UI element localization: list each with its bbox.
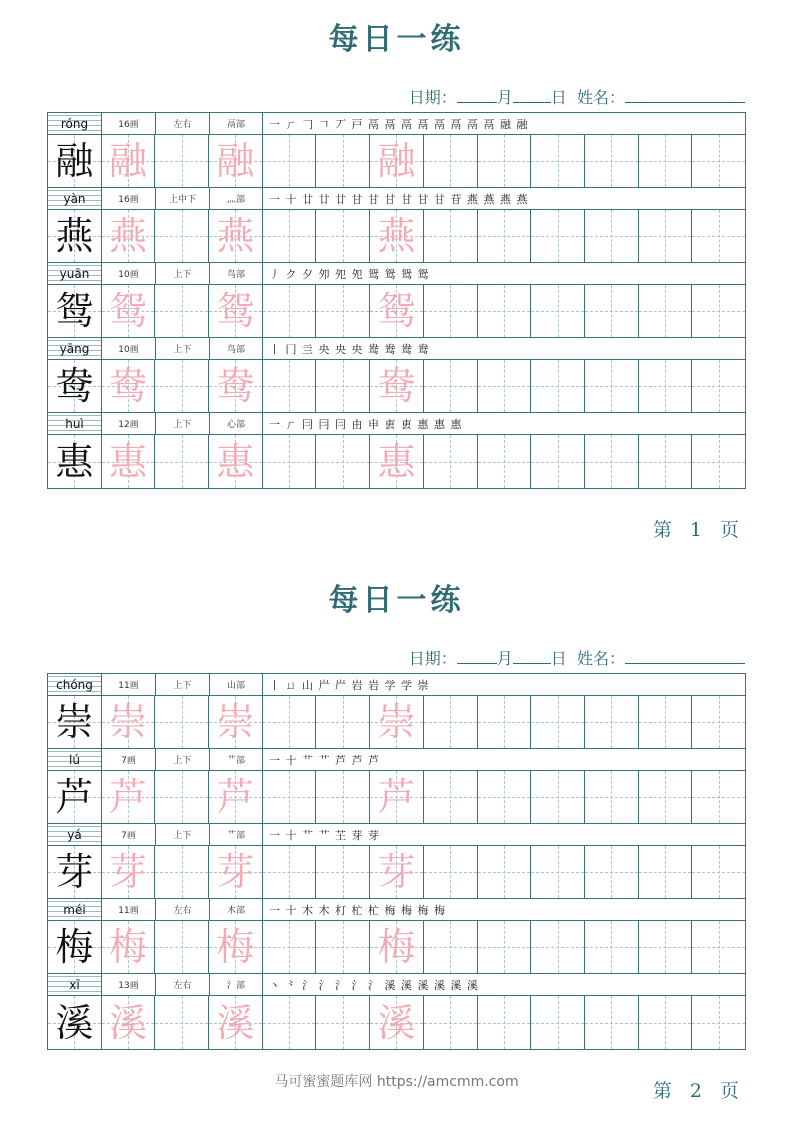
pinyin-label: yuān	[48, 263, 102, 284]
tianzige-box[interactable]	[155, 135, 209, 187]
tianzige-box[interactable]	[316, 210, 370, 262]
tianzige-box[interactable]	[478, 435, 532, 488]
stroke-order: 丿 ク 夕 夘 夗 夗 鸳 鸳 鸳 鸳	[269, 267, 430, 281]
tianzige-box[interactable]	[639, 846, 693, 898]
stroke-order: 一 ㄏ 𠃌 𠃍 丆 戸 鬲 鬲 鬲 鬲 鬲 鬲 鬲 鬲 融 融	[269, 117, 529, 131]
page-title: 每日一练	[328, 583, 465, 618]
tianzige-box[interactable]	[263, 846, 317, 898]
radical-label: 心部	[210, 413, 263, 434]
char-info-row	[48, 899, 745, 921]
model-character: 燕	[55, 214, 94, 258]
tianzige-box[interactable]	[155, 360, 209, 412]
tianzige-box[interactable]	[316, 846, 370, 898]
tianzige-box[interactable]	[155, 696, 209, 748]
trace-character: 燕	[216, 214, 255, 258]
pinyin-label: róng	[48, 113, 102, 134]
tianzige-box[interactable]	[478, 135, 532, 187]
tianzige-box[interactable]	[424, 846, 478, 898]
tianzige-box[interactable]	[531, 435, 585, 488]
tianzige-box[interactable]	[424, 435, 478, 488]
tianzige-box[interactable]	[424, 921, 478, 973]
tianzige-box[interactable]	[209, 771, 263, 823]
tianzige-box[interactable]	[263, 360, 317, 412]
tianzige-box[interactable]	[370, 135, 424, 187]
writing-grid-row	[48, 435, 745, 488]
trace-character: 芽	[377, 850, 416, 894]
tianzige-box[interactable]	[48, 696, 102, 748]
practice-sheet-1	[47, 112, 746, 489]
month-blank[interactable]	[457, 649, 497, 664]
tianzige-box[interactable]	[102, 210, 156, 262]
month-label: 月	[496, 649, 513, 668]
tianzige-box[interactable]	[316, 435, 370, 488]
structure-label: 左右	[156, 899, 210, 920]
tianzige-box[interactable]	[531, 846, 585, 898]
tianzige-box[interactable]	[692, 135, 745, 187]
tianzige-box[interactable]	[209, 996, 263, 1049]
char-info-row	[48, 263, 745, 285]
stroke-count: 16画	[102, 188, 156, 209]
tianzige-box[interactable]	[585, 210, 639, 262]
tianzige-box[interactable]	[639, 285, 693, 337]
char-info-row	[48, 749, 745, 771]
tianzige-box[interactable]	[263, 435, 317, 488]
pinyin-label: chóng	[48, 674, 102, 695]
structure-label: 上下	[156, 749, 210, 770]
name-blank[interactable]	[625, 88, 745, 103]
trace-character: 鸳	[377, 289, 416, 333]
tianzige-box[interactable]	[263, 285, 317, 337]
tianzige-box[interactable]	[424, 135, 478, 187]
tianzige-box[interactable]	[531, 696, 585, 748]
tianzige-box[interactable]	[424, 360, 478, 412]
stroke-count: 7画	[102, 749, 156, 770]
tianzige-box[interactable]	[48, 360, 102, 412]
stroke-count: 13画	[102, 974, 156, 995]
tianzige-box[interactable]	[155, 435, 209, 488]
tianzige-box[interactable]	[424, 696, 478, 748]
date-name-line	[409, 646, 745, 669]
model-character: 芦	[55, 775, 94, 819]
tianzige-box[interactable]	[155, 210, 209, 262]
radical-label: 艹部	[210, 749, 263, 770]
trace-character: 溪	[216, 1000, 255, 1045]
radical-label: 灬部	[210, 188, 263, 209]
tianzige-box[interactable]	[209, 360, 263, 412]
tianzige-box[interactable]	[370, 285, 424, 337]
tianzige-box[interactable]	[478, 996, 532, 1049]
structure-label: 左右	[156, 974, 210, 995]
tianzige-box[interactable]	[370, 921, 424, 973]
tianzige-box[interactable]	[370, 996, 424, 1049]
tianzige-box[interactable]	[48, 285, 102, 337]
tianzige-box[interactable]	[316, 135, 370, 187]
trace-character: 鸯	[377, 364, 416, 408]
tianzige-box[interactable]	[478, 285, 532, 337]
pinyin-label: méi	[48, 899, 102, 920]
tianzige-box[interactable]	[263, 135, 317, 187]
char-info-row	[48, 338, 745, 360]
tianzige-box[interactable]	[263, 696, 317, 748]
structure-label: 上下	[156, 824, 210, 845]
writing-grid-row	[48, 846, 745, 899]
name-label: 姓名：	[576, 88, 625, 107]
radical-label: 木部	[210, 899, 263, 920]
stroke-order: 一 ㄏ 冃 冃 冃 由 申 叀 叀 惠 惠 惠	[269, 417, 463, 431]
char-info-row	[48, 188, 745, 210]
page-title: 每日一练	[328, 22, 465, 57]
char-info-row	[48, 974, 745, 996]
name-blank[interactable]	[625, 649, 745, 664]
tianzige-box[interactable]	[102, 435, 156, 488]
trace-character: 芽	[216, 850, 255, 894]
tianzige-box[interactable]	[639, 360, 693, 412]
tianzige-box[interactable]	[639, 771, 693, 823]
tianzige-box[interactable]	[531, 921, 585, 973]
tianzige-box[interactable]	[316, 696, 370, 748]
tianzige-box[interactable]	[478, 210, 532, 262]
tianzige-box[interactable]	[102, 696, 156, 748]
structure-label: 左右	[156, 113, 210, 134]
name-label: 姓名：	[576, 649, 625, 668]
tianzige-box[interactable]	[585, 996, 639, 1049]
tianzige-box[interactable]	[209, 846, 263, 898]
tianzige-box[interactable]	[531, 210, 585, 262]
tianzige-box[interactable]	[585, 135, 639, 187]
tianzige-box[interactable]	[692, 921, 745, 973]
trace-character: 鸯	[109, 364, 148, 408]
stroke-order: 一 十 艹 艹 芏 芽 芽	[269, 828, 380, 842]
tianzige-box[interactable]	[209, 135, 263, 187]
month-blank[interactable]	[457, 88, 497, 103]
tianzige-box[interactable]	[209, 285, 263, 337]
tianzige-box[interactable]	[102, 135, 156, 187]
day-blank[interactable]	[513, 88, 551, 103]
trace-character: 芦	[216, 775, 255, 819]
tianzige-box[interactable]	[316, 285, 370, 337]
tianzige-box[interactable]	[478, 846, 532, 898]
model-character: 芽	[55, 850, 94, 894]
tianzige-box[interactable]	[639, 210, 693, 262]
tianzige-box[interactable]	[424, 771, 478, 823]
char-info-row	[48, 674, 745, 696]
tianzige-box[interactable]	[370, 771, 424, 823]
model-character: 鸳	[55, 289, 94, 333]
tianzige-box[interactable]	[48, 996, 102, 1049]
trace-character: 鸳	[216, 289, 255, 333]
radical-label: 鬲部	[210, 113, 263, 134]
tianzige-box[interactable]	[102, 996, 156, 1049]
writing-grid-row	[48, 921, 745, 974]
pinyin-label: yá	[48, 824, 102, 845]
trace-character: 惠	[377, 439, 416, 484]
structure-label: 上下	[156, 674, 210, 695]
tianzige-box[interactable]	[263, 210, 317, 262]
date-label: 日期：	[408, 88, 457, 107]
trace-character: 惠	[109, 439, 148, 484]
tianzige-box[interactable]	[263, 921, 317, 973]
trace-character: 梅	[377, 925, 416, 969]
tianzige-box[interactable]	[692, 210, 745, 262]
writing-grid-row	[48, 771, 745, 824]
tianzige-box[interactable]	[478, 360, 532, 412]
tianzige-box[interactable]	[692, 285, 745, 337]
tianzige-box[interactable]	[263, 771, 317, 823]
tianzige-box[interactable]	[531, 360, 585, 412]
stroke-order: 一 十 廿 廿 廿 甘 甘 甘 甘 甘 甘 苷 燕 燕 燕 燕	[269, 192, 529, 206]
structure-label: 上下	[156, 263, 210, 284]
writing-grid-row	[48, 135, 745, 188]
date-label: 日期：	[408, 649, 457, 668]
tianzige-box[interactable]	[639, 696, 693, 748]
radical-label: 鸟部	[210, 263, 263, 284]
tianzige-box[interactable]	[692, 360, 745, 412]
month-label: 月	[496, 88, 513, 107]
tianzige-box[interactable]	[209, 210, 263, 262]
tianzige-box[interactable]	[585, 435, 639, 488]
stroke-count: 16画	[102, 113, 156, 134]
footer-watermark: 马可蜜蜜题库网 https://amcmm.com	[274, 1074, 519, 1090]
tianzige-box[interactable]	[102, 921, 156, 973]
pinyin-label: yāng	[48, 338, 102, 359]
stroke-count: 12画	[102, 413, 156, 434]
pinyin-label: lú	[48, 749, 102, 770]
tianzige-box[interactable]	[531, 285, 585, 337]
tianzige-box[interactable]	[370, 435, 424, 488]
tianzige-box[interactable]	[209, 696, 263, 748]
tianzige-box[interactable]	[692, 996, 745, 1049]
radical-label: 鸟部	[210, 338, 263, 359]
tianzige-box[interactable]	[102, 771, 156, 823]
model-character: 惠	[55, 439, 94, 484]
tianzige-box[interactable]	[48, 771, 102, 823]
tianzige-box[interactable]	[263, 996, 317, 1049]
stroke-count: 11画	[102, 899, 156, 920]
tianzige-box[interactable]	[155, 285, 209, 337]
stroke-order: 丶 ⺀ 氵 氵 氵 氵 氵 溪 溪 溪 溪 溪 溪	[269, 978, 479, 992]
model-character: 梅	[55, 925, 94, 969]
tianzige-box[interactable]	[316, 996, 370, 1049]
tianzige-box[interactable]	[102, 846, 156, 898]
tianzige-box[interactable]	[478, 771, 532, 823]
tianzige-box[interactable]	[692, 846, 745, 898]
tianzige-box[interactable]	[639, 135, 693, 187]
pinyin-label: yàn	[48, 188, 102, 209]
stroke-count: 11画	[102, 674, 156, 695]
date-name-line	[409, 85, 745, 108]
tianzige-box[interactable]	[692, 771, 745, 823]
tianzige-box[interactable]	[585, 285, 639, 337]
tianzige-box[interactable]	[209, 435, 263, 488]
tianzige-box[interactable]	[585, 846, 639, 898]
tianzige-box[interactable]	[478, 921, 532, 973]
tianzige-box[interactable]	[370, 210, 424, 262]
trace-character: 崇	[109, 700, 148, 744]
pinyin-label: xī	[48, 974, 102, 995]
tianzige-box[interactable]	[692, 696, 745, 748]
radical-label: 氵部	[210, 974, 263, 995]
practice-sheet-2	[47, 673, 746, 1050]
trace-character: 梅	[216, 925, 255, 969]
model-character: 融	[55, 139, 94, 183]
trace-character: 芦	[109, 775, 148, 819]
model-character: 崇	[55, 700, 94, 744]
tianzige-box[interactable]	[692, 435, 745, 488]
radical-label: 山部	[210, 674, 263, 695]
tianzige-box[interactable]	[102, 360, 156, 412]
day-blank[interactable]	[513, 649, 551, 664]
writing-grid-row	[48, 996, 745, 1049]
trace-character: 芦	[377, 775, 416, 819]
trace-character: 燕	[377, 214, 416, 258]
char-info-row	[48, 113, 745, 135]
tianzige-box[interactable]	[370, 696, 424, 748]
tianzige-box[interactable]	[531, 771, 585, 823]
day-label: 日	[550, 88, 567, 107]
tianzige-box[interactable]	[48, 921, 102, 973]
tianzige-box[interactable]	[316, 771, 370, 823]
stroke-count: 10画	[102, 338, 156, 359]
writing-grid-row	[48, 210, 745, 263]
tianzige-box[interactable]	[639, 996, 693, 1049]
trace-character: 梅	[109, 925, 148, 969]
structure-label: 上下	[156, 338, 210, 359]
trace-character: 融	[216, 139, 255, 183]
tianzige-box[interactable]	[531, 996, 585, 1049]
tianzige-box[interactable]	[585, 360, 639, 412]
pinyin-label: huì	[48, 413, 102, 434]
tianzige-box[interactable]	[478, 696, 532, 748]
trace-character: 鸳	[109, 289, 148, 333]
char-info-row	[48, 824, 745, 846]
day-label: 日	[550, 649, 567, 668]
tianzige-box[interactable]	[585, 771, 639, 823]
tianzige-box[interactable]	[155, 921, 209, 973]
radical-label: 艹部	[210, 824, 263, 845]
tianzige-box[interactable]	[639, 921, 693, 973]
tianzige-box[interactable]	[585, 921, 639, 973]
tianzige-box[interactable]	[370, 360, 424, 412]
tianzige-box[interactable]	[209, 921, 263, 973]
tianzige-box[interactable]	[424, 210, 478, 262]
tianzige-box[interactable]	[102, 285, 156, 337]
tianzige-box[interactable]	[424, 996, 478, 1049]
tianzige-box[interactable]	[424, 285, 478, 337]
stroke-count: 10画	[102, 263, 156, 284]
tianzige-box[interactable]	[48, 435, 102, 488]
tianzige-box[interactable]	[48, 846, 102, 898]
model-character: 溪	[55, 1000, 94, 1045]
trace-character: 崇	[216, 700, 255, 744]
trace-character: 芽	[109, 850, 148, 894]
char-info-row	[48, 413, 745, 435]
trace-character: 融	[377, 139, 416, 183]
stroke-order: 丨 冂 亖 央 央 央 鸯 鸯 鸯 鸯	[269, 342, 430, 356]
stroke-count: 7画	[102, 824, 156, 845]
writing-grid-row	[48, 360, 745, 413]
tianzige-box[interactable]	[370, 846, 424, 898]
tianzige-box[interactable]	[316, 360, 370, 412]
trace-character: 燕	[109, 214, 148, 258]
page-number: 第 2 页	[652, 1080, 745, 1102]
tianzige-box[interactable]	[48, 135, 102, 187]
tianzige-box[interactable]	[316, 921, 370, 973]
stroke-order: 丨 ㄩ 山 屵 屵 岩 岩 学 学 崇	[269, 678, 430, 692]
trace-character: 惠	[216, 439, 255, 484]
tianzige-box[interactable]	[155, 771, 209, 823]
model-character: 鸯	[55, 364, 94, 408]
tianzige-box[interactable]	[639, 435, 693, 488]
trace-character: 溪	[377, 1000, 416, 1045]
trace-character: 溪	[109, 1000, 148, 1045]
trace-character: 鸯	[216, 364, 255, 408]
trace-character: 融	[109, 139, 148, 183]
structure-label: 上中下	[156, 188, 210, 209]
tianzige-box[interactable]	[531, 135, 585, 187]
trace-character: 崇	[377, 700, 416, 744]
tianzige-box[interactable]	[155, 846, 209, 898]
writing-grid-row	[48, 285, 745, 338]
tianzige-box[interactable]	[48, 210, 102, 262]
tianzige-box[interactable]	[585, 696, 639, 748]
structure-label: 上下	[156, 413, 210, 434]
writing-grid-row	[48, 696, 745, 749]
stroke-order: 一 十 艹 艹 芦 芦 芦	[269, 753, 380, 767]
page-number: 第 1 页	[652, 519, 745, 541]
tianzige-box[interactable]	[155, 996, 209, 1049]
stroke-order: 一 十 木 木 朾 杧 杧 梅 梅 梅 梅	[269, 903, 446, 917]
